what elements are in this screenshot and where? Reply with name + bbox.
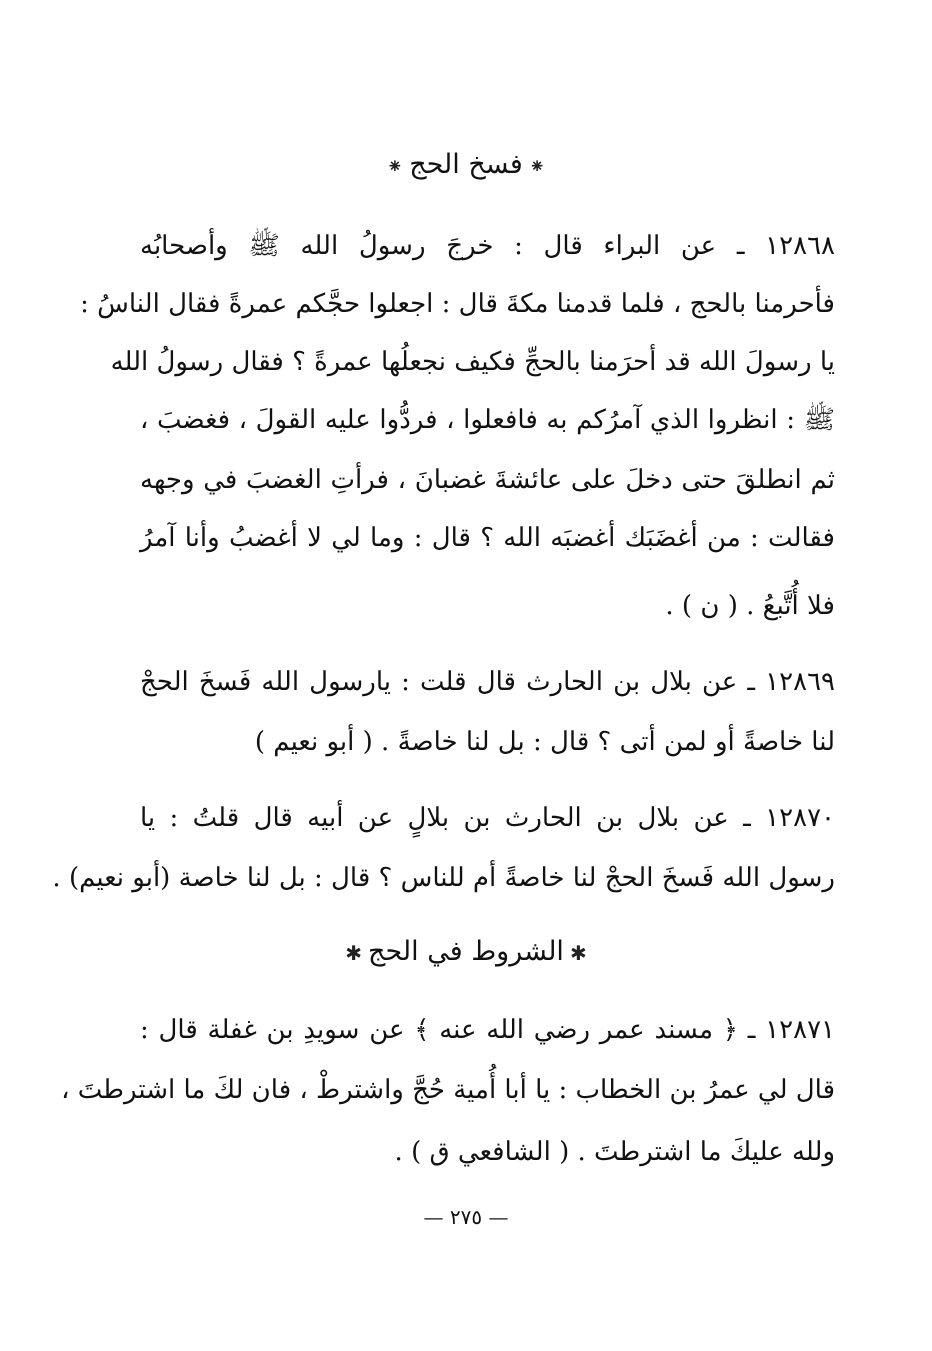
text-line: ١٢٨٦٩ ـ عن بلال بن الحارث قال قلت : يارسول الله فَسخَ الحجْ — [140, 667, 835, 697]
text-line: ١٢٨٦٨ ـ عن البراء قال : خرجَ رسولُ الله ﷺ وأصحابُه — [140, 231, 835, 261]
text-line: ١٢٨٧٠ ـ عن بلال بن الحارث بن بلالٍ عن أبيه قال قلتُ : يا — [140, 803, 835, 833]
text-line: فأحرمنا بالحج ، فلما قدمنا مكةَ قال : اجعلوا حجَّكم عمرةً فقال الناسُ : — [80, 289, 835, 319]
ornament-icon: ⁕ — [386, 154, 404, 178]
subsection-title: الشروط في الحج — [368, 936, 564, 967]
text-line: رسول الله فَسخَ الحجْ لنا خاصةً أم للناس ؟ قال : بل لنا خاصة (أبو نعيم) . — [52, 863, 835, 893]
text-line: ﷺ : انظروا الذي آمرُكم به فافعلوا ، فردُّوا عليه القولَ ، فغضبَ ، — [140, 405, 835, 435]
text-line: لنا خاصةً أو لمن أتى ؟ قال : بل لنا خاصةً . ( أبو نعيم ) — [254, 727, 835, 757]
section-title: فسخ الحج — [409, 149, 523, 180]
text-line: فلا أُتَّبعُ . ( ن ) . — [665, 591, 835, 621]
ornament-icon: ⁕ — [528, 154, 546, 178]
section-heading — [0, 145, 932, 186]
text-line: ١٢٨٧١ ـ ﴿ مسند عمر رضي الله عنه ﴾ عن سويدِ بن غفلة قال : — [140, 1015, 835, 1045]
subsection-heading — [0, 932, 932, 973]
star-icon: ✱ — [569, 941, 587, 965]
text-line: ثم انطلقَ حتى دخلَ على عائشةَ غضبانَ ، فرأتِ الغضبَ في وجهه — [140, 465, 835, 495]
text-line: قال لي عمرُ بن الخطاب : يا أبا أُمية حُجَّ واشترطْ ، فان لكَ ما اشترطتَ ، — [61, 1075, 835, 1105]
text-line: فقالت : من أغضَبَك أغضبَه الله ؟ قال : وما لي لا أغضبُ وأنا آمرُ — [140, 523, 835, 553]
text-line: يا رسولَ الله قد أحرَمنا بالحجِّ فكيف نجعلُها عمرةً ؟ فقال رسولُ الله — [110, 347, 835, 377]
text-line: ولله عليكَ ما اشترطتَ . ( الشافعي ق ) . — [394, 1137, 835, 1167]
star-icon: ✱ — [345, 941, 363, 965]
page-number: — ٢٧٥ — — [423, 1205, 509, 1229]
